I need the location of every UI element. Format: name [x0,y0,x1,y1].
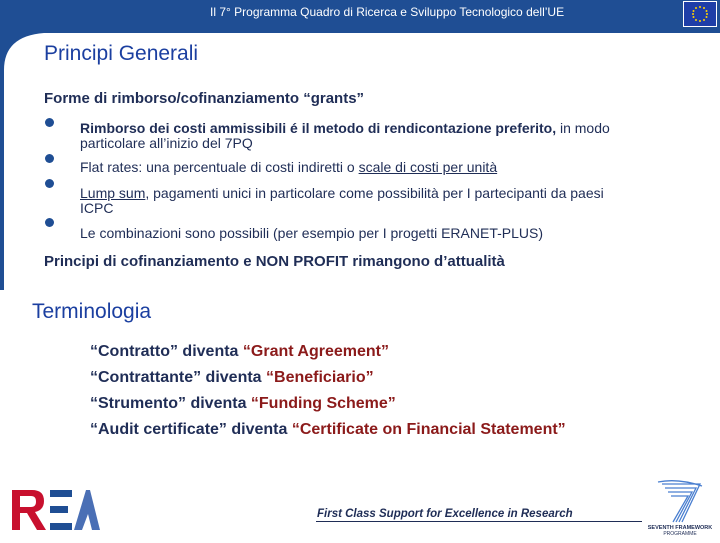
term-row: “Contrattante” diventa “Beneficiario” [90,369,374,386]
bullet-item-lump-sum: Lump sum, pagamenti unici in particolare come possibilità per I partecipanti da paesi ICPC [80,185,604,216]
closing-statement: Principi di cofinanziamento e NON PROFIT rimangono d’attualità [44,253,505,270]
fp7-logo-line2: PROGRAMME [663,531,697,537]
fp7-logo-line1: SEVENTH FRAMEWORK [648,525,712,531]
header-title: Il 7° Programma Quadro di Ricerca e Sviluppo Tecnologico dell’UE [210,5,565,19]
bullet-icon [45,179,54,188]
section-subtitle: Forme di rimborso/cofinanziamento “grants” [44,90,365,107]
bullet-item-flat-rates: Flat rates: una percentuale di costi indiretti o scale di costi per unità [80,159,498,175]
bullet-icon [45,218,54,227]
bullet-item-combinazioni: Le combinazioni sono possibili (per esempio per I progetti ERANET-PLUS) [80,225,543,241]
bullet-icon [45,118,54,127]
term-row: “Contratto” diventa “Grant Agreement” [90,343,389,360]
fp7-logo [648,478,712,543]
slogan-text: First Class Support for Excellence in Research [317,508,573,520]
rea-logo [10,488,100,537]
section-title-principi: Principi Generali [44,42,199,65]
footer-divider [316,521,642,522]
term-row: “Audit certificate” diventa “Certificate on Financial Statement” [90,421,566,438]
bullet-icon [45,154,54,163]
svg-text:REA: REA [10,488,13,489]
section-title-terminologia: Terminologia [32,300,152,323]
bullet-item-rimborso: Rimborso dei costi ammissibili é il metodo di rendicontazione preferito, in modo particolare all’inizio del 7PQ [80,120,610,151]
term-row: “Strumento” diventa “Funding Scheme” [90,395,396,412]
